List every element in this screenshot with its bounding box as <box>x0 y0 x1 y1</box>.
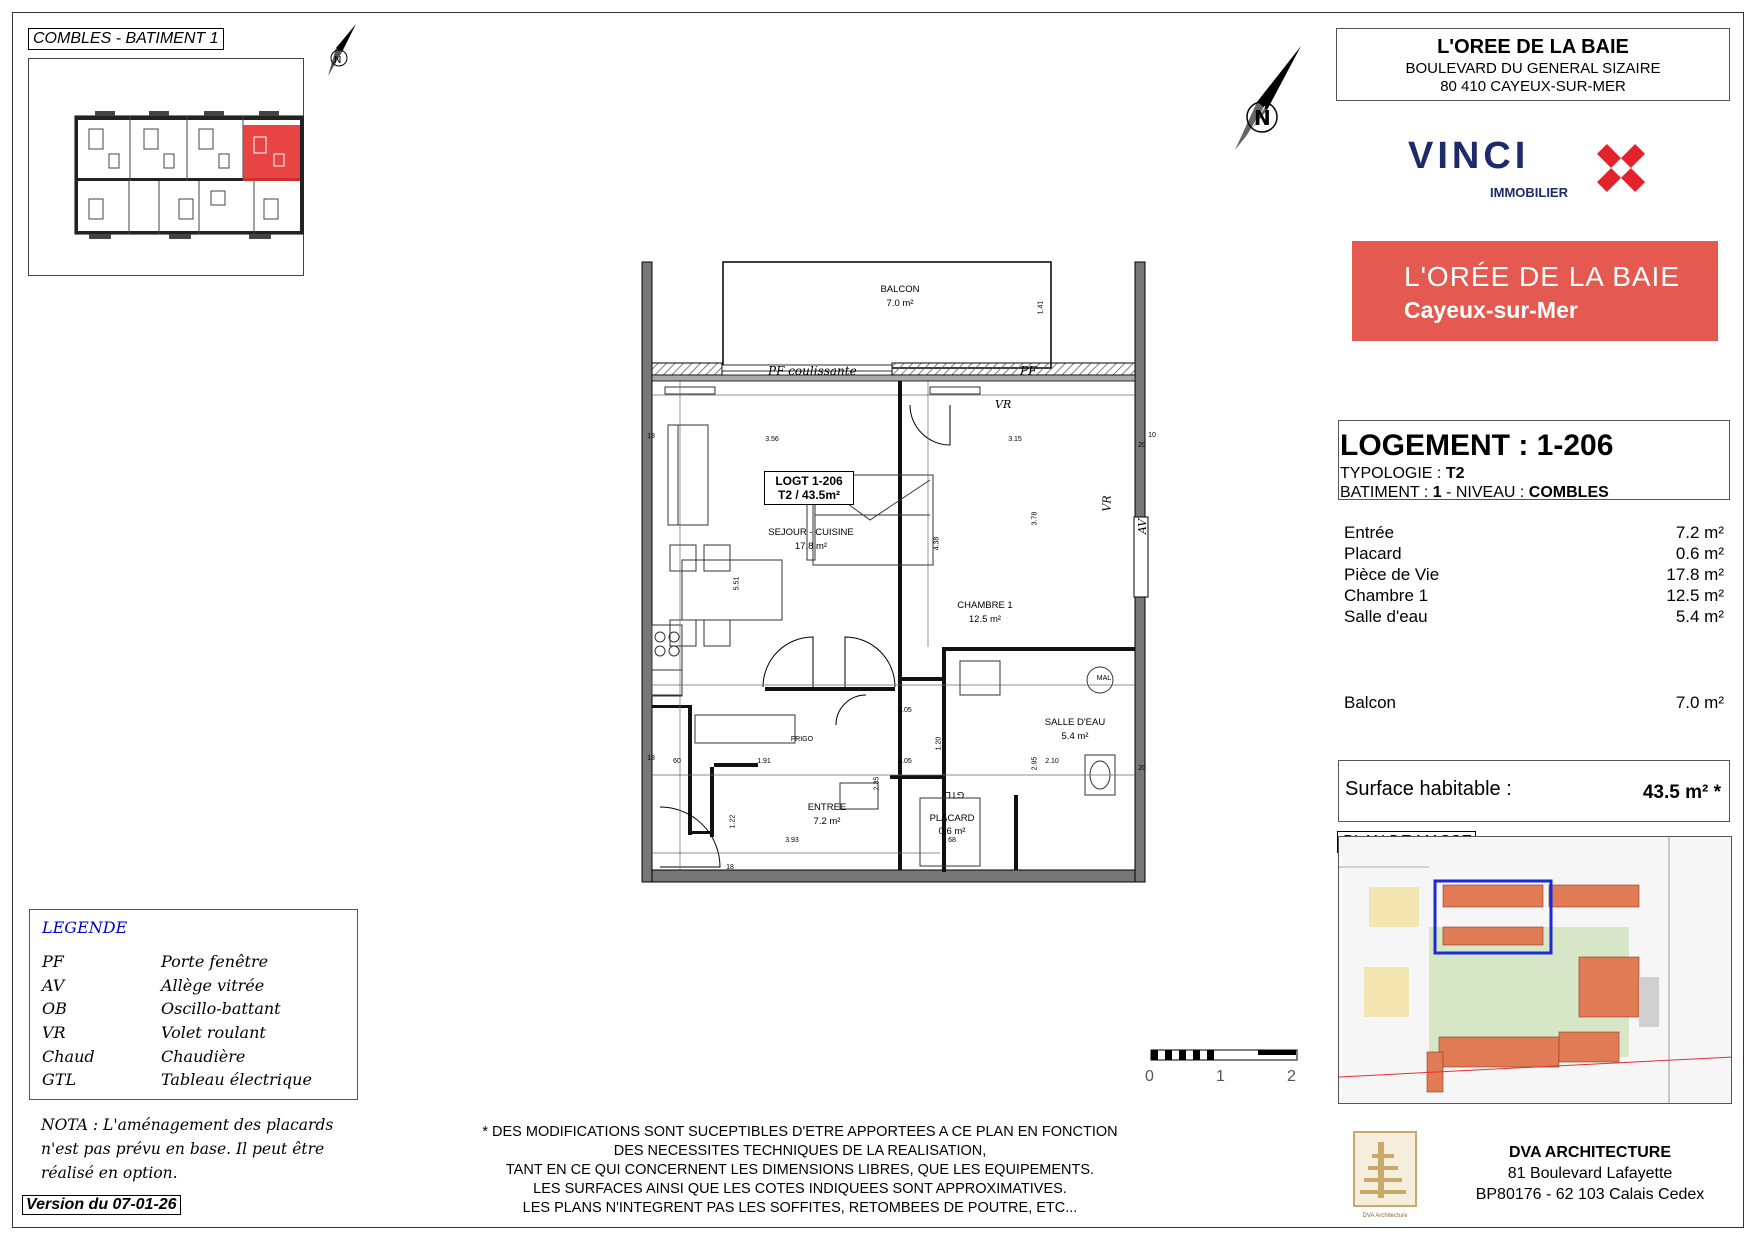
architect-name: DVA ARCHITECTURE <box>1508 1144 1672 1161</box>
dim-label: 10 <box>1148 432 1156 439</box>
project-title-box <box>1336 28 1730 101</box>
plan-sde-name: SALLE D'EAU <box>1044 717 1106 728</box>
plan-gtl: GTL <box>945 789 965 800</box>
project-banner <box>1352 241 1718 341</box>
vinci-logo <box>1404 135 1664 205</box>
floor-plan <box>630 255 1190 895</box>
plan-pf: PF <box>1020 364 1037 378</box>
surface-label: Surface habitable : <box>1345 778 1512 800</box>
plan-chambre-name: CHAMBRE 1 <box>957 600 1013 611</box>
plan-vr-top: VR <box>995 398 1012 411</box>
address-line-2: 80 410 CAYEUX-SUR-MER <box>1440 78 1626 95</box>
plan-sejour-name: SEJOUR - CUISINE <box>768 527 854 538</box>
dim-label: 18 <box>726 864 734 871</box>
plan-placard-name: PLACARD <box>929 813 975 824</box>
lot-info-box <box>1338 420 1730 500</box>
wall-bottom <box>652 870 1135 882</box>
legend-item: GTL Tableau électrique <box>42 1070 312 1089</box>
dva-logo <box>1352 1130 1418 1218</box>
legend-item: VR Volet roulant <box>42 1023 266 1042</box>
dim-label: 60 <box>673 758 681 765</box>
banner-title: L'ORÉE DE LA BAIE <box>1404 261 1681 292</box>
lot-title: LOGEMENT : 1-206 <box>1340 429 1614 462</box>
site-plan <box>1338 836 1732 1104</box>
room-row: Salle d'eau 5.4 m² <box>1344 607 1724 626</box>
surface-value: 43.5 m² * <box>1642 782 1721 803</box>
plan-entree-name: ENTREE <box>807 802 847 813</box>
lot-typologie: TYPOLOGIE : T2 <box>1340 465 1465 482</box>
dva-logo-text: DVA Architecture <box>1362 1213 1408 1219</box>
vinci-mark-icon <box>1588 135 1654 201</box>
scale-tick-1: 1 <box>1216 1068 1225 1085</box>
dva-logo-icon <box>1352 1130 1418 1208</box>
key-plan-label: COMBLES - BATIMENT 1 <box>28 28 224 50</box>
dim-label: 1.22 <box>729 814 737 829</box>
architect-info <box>1440 1142 1740 1205</box>
disclaimer: * DES MODIFICATIONS SONT SUCEPTIBLES D'ETRE APPORTEES A CE PLAN EN FONCTION DES NECESSITES TECHNIQUES DE LA REALISATION, TANT EN CE QUI CONCERNENT LES DIMENSIONS LIBRES, QUE LES EQUIPEMENTS. LES SURFACES AINSI QUE LES COTES INDIQUEES SONT APPROXIMATIVES. LES PLANS N'INTEGRENT PAS LES SOFFITES, RETOMBEES DE POUTRE, ETC... <box>482 1124 1118 1216</box>
nota: NOTA : L'aménagement des placards n'est pas prévu en base. Il peut être réalisé en option. <box>41 1116 334 1182</box>
svg-text:N: N <box>1254 106 1271 130</box>
plan-balcon-area: 7.0 m² <box>886 298 914 309</box>
dim-label: 18 <box>647 433 655 440</box>
wall-left <box>642 262 652 882</box>
north-arrow-small-icon <box>320 22 362 80</box>
dim-label: 2.10 <box>1045 758 1059 765</box>
plan-pf-coulissante: PF coulissante <box>768 364 857 378</box>
plan-sejour-area: 17.8 m² <box>794 541 828 552</box>
vinci-subtitle: IMMOBILIER <box>1490 185 1568 200</box>
north-arrow-icon <box>1225 42 1305 154</box>
lot-batiment: BATIMENT : 1 - NIVEAU : COMBLES <box>1340 484 1609 501</box>
dim-label: 20 <box>1138 765 1146 772</box>
dim-label: 4.38 <box>933 536 941 551</box>
legend <box>29 909 358 1100</box>
project-name: L'OREE DE LA BAIE <box>1437 36 1629 58</box>
dim-label: 3.93 <box>785 837 799 844</box>
balcony-outline <box>723 262 1051 368</box>
dim-label: 3.15 <box>1008 436 1022 443</box>
dim-label: 2.05 <box>898 707 912 714</box>
dim-label: 3.78 <box>1031 511 1039 526</box>
scale-tick-2: 2 <box>1287 1068 1296 1085</box>
plan-sde-area: 5.4 m² <box>1061 731 1089 742</box>
room-row: Pièce de Vie 17.8 m² <box>1344 565 1724 584</box>
architect-address-2: BP80176 - 62 103 Calais Cedex <box>1475 1186 1705 1203</box>
plan-balcon-name: BALCON <box>880 284 920 295</box>
plan-av: AV <box>1136 518 1150 535</box>
legend-item: AV Allège vitrée <box>42 976 265 995</box>
dim-label: 68 <box>948 837 956 844</box>
scale-tick-0: 0 <box>1145 1068 1154 1085</box>
dim-label: 5.51 <box>733 576 741 591</box>
balcon-row: Balcon 7.0 m² <box>1344 693 1724 712</box>
wall-top-right <box>892 363 1135 375</box>
plan-placard-area: 0.6 m² <box>938 826 966 837</box>
plan-entree-area: 7.2 m² <box>813 816 841 827</box>
dim-label: 1.41 <box>1037 300 1045 315</box>
svg-text:N: N <box>334 55 342 66</box>
banner-city: Cayeux-sur-Mer <box>1404 297 1578 323</box>
dim-label: 2.35 <box>873 776 881 791</box>
wall-top-left <box>652 363 722 375</box>
dim-label: 20 <box>1138 442 1146 449</box>
dim-label: 18 <box>647 755 655 762</box>
legend-item: OB Oscillo-battant <box>42 999 281 1018</box>
plan-lot-tag: LOGT 1-206 T2 / 43.5m² <box>764 471 854 505</box>
dim-label: 1.91 <box>757 758 771 765</box>
plan-chambre-area: 12.5 m² <box>968 614 1002 625</box>
room-row: Placard 0.6 m² <box>1344 544 1724 563</box>
legend-title: LEGENDE <box>42 918 128 937</box>
dim-label: 2.05 <box>898 758 912 765</box>
dim-label: 3.56 <box>765 436 779 443</box>
address-line-1: BOULEVARD DU GENERAL SIZAIRE <box>1405 60 1661 77</box>
key-plan <box>28 58 304 276</box>
key-plan-drawing <box>29 59 305 277</box>
dim-label: 1.20 <box>935 736 943 751</box>
surface-box <box>1338 760 1730 822</box>
room-row: Entrée 7.2 m² <box>1344 523 1724 542</box>
version-label: Version du 07-01-26 <box>22 1195 181 1215</box>
plan-vr-right: VR <box>1100 495 1114 512</box>
room-row: Chambre 1 12.5 m² <box>1344 586 1724 605</box>
wall-top <box>652 375 1135 381</box>
site-plan-drawing <box>1339 837 1732 1104</box>
plan-frigo: FRIGO <box>790 736 814 743</box>
plan-mal: MAL <box>1096 675 1112 682</box>
legend-item: PF Porte fenêtre <box>42 952 269 971</box>
scale-bar <box>1150 1048 1300 1064</box>
architect-address-1: 81 Boulevard Lafayette <box>1507 1165 1673 1182</box>
legend-item: Chaud Chaudière <box>42 1047 246 1066</box>
vinci-wordmark: VINCI <box>1408 135 1530 177</box>
dim-label: 2.95 <box>1031 756 1039 771</box>
